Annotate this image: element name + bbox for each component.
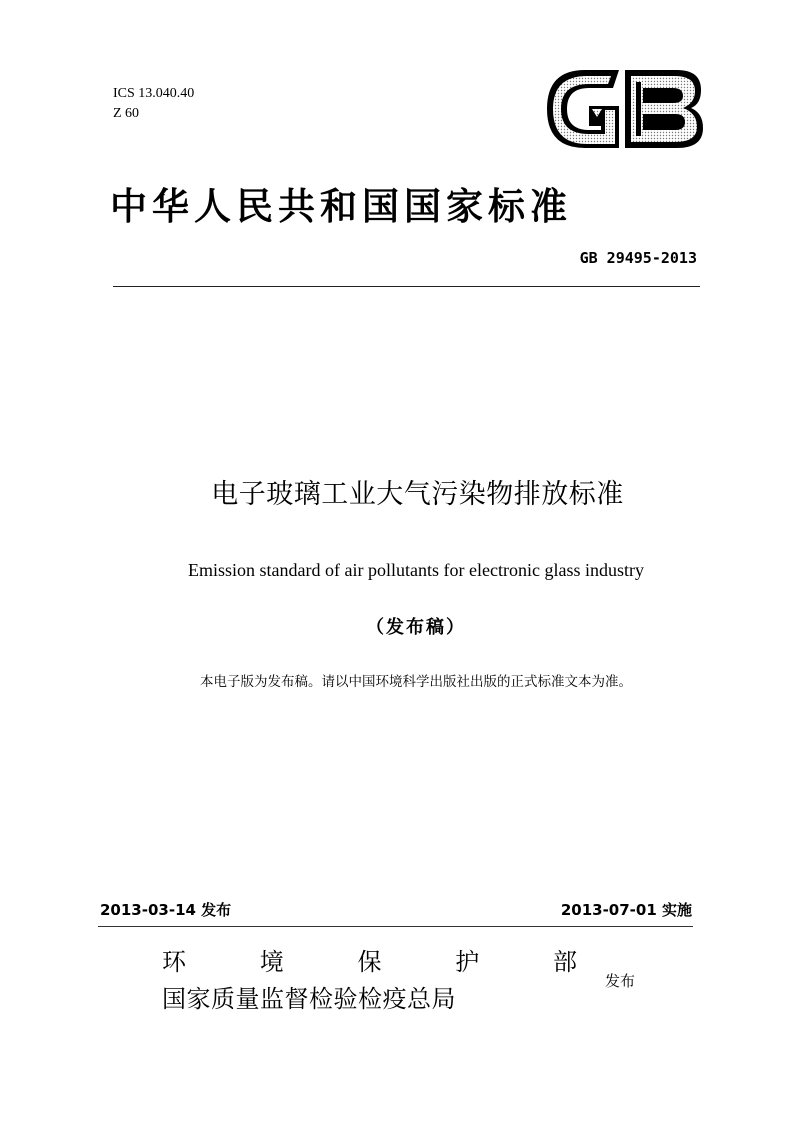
issuing-authorities — [162, 945, 592, 1017]
classification-codes — [113, 84, 194, 124]
draft-label: （发布稿） — [366, 617, 466, 638]
standard-number: GB 29495-2013 — [579, 249, 697, 267]
issuer-char: 境 — [259, 948, 284, 976]
issuer-aqsiq: 国家质量监督检验检疫总局 — [162, 985, 456, 1013]
national-standard-heading: 中华人民共和国国家标准 — [110, 184, 572, 228]
issuer-ministry-environmental-protection — [162, 945, 577, 979]
classification-code: Z 60 — [113, 106, 140, 121]
document-title-chinese: 电子玻璃工业大气污染物排放标准 — [211, 479, 624, 510]
issuer-char: 护 — [455, 948, 480, 976]
issuer-char: 保 — [357, 948, 382, 976]
footer-divider — [98, 926, 693, 927]
issuer-char: 部 — [553, 948, 577, 976]
publish-date: 2013-03-14 发布 — [100, 901, 232, 919]
header-divider — [113, 286, 700, 287]
gb-standard-logo-icon — [545, 68, 705, 150]
document-title-english: Emission standard of air pollutants for electronic glass industry — [188, 560, 644, 580]
release-notice: 本电子版为发布稿。请以中国环境科学出版社出版的正式标准文本为准。 — [200, 674, 632, 690]
ics-code: ICS 13.040.40 — [113, 86, 195, 101]
publish-tag: 发布 — [605, 972, 636, 990]
effective-date: 2013-07-01 实施 — [560, 901, 692, 919]
issuer-char: 环 — [162, 948, 186, 976]
